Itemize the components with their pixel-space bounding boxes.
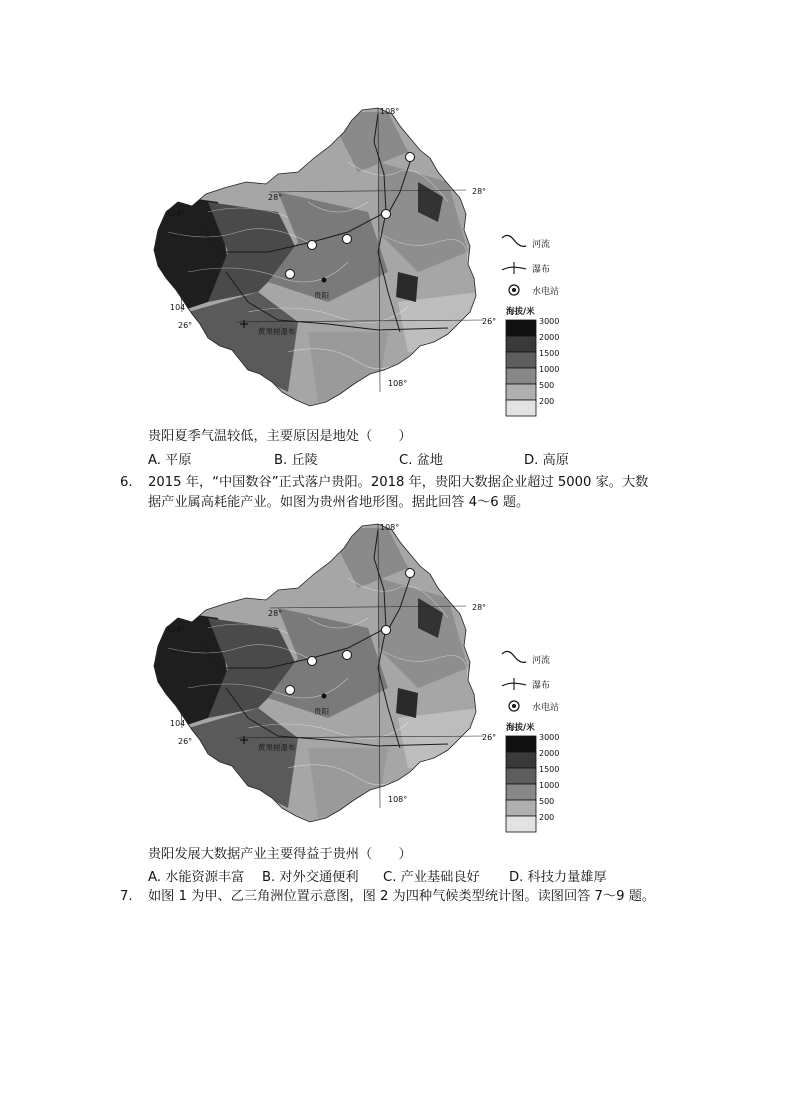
- elevation-tick-label: 1500: [539, 349, 560, 358]
- lat-28-left-label: 28°: [268, 609, 283, 618]
- station-legend-label: 水电站: [532, 703, 560, 713]
- lon-104-top-label: 104°: [166, 625, 186, 634]
- q5-option-d[interactable]: D. 高原: [524, 453, 569, 468]
- elevation-tick-label: 500: [539, 797, 555, 806]
- elevation-tick-label: 1500: [539, 765, 560, 774]
- q5-option-c[interactable]: C. 盆地: [399, 453, 443, 468]
- q6-intro-line2: 据产业属高耗能产业。如图为贵州省地形图。据此回答 4～6 题。: [148, 495, 530, 510]
- q6-stem: 贵阳发展大数据产业主要得益于贵州（ ）: [148, 847, 412, 862]
- guizhou-topographic-map-2: [148, 518, 568, 836]
- waterfall-legend-icon: [502, 262, 526, 274]
- q7-number: 7.: [120, 889, 133, 904]
- q6-intro-line1: 2015 年，“中国数谷”正式落户贵阳。2018 年，贵阳大数据企业超过 5000 家。大数: [148, 475, 649, 490]
- river-legend-icon: [502, 235, 526, 246]
- elevation-swatch: [506, 320, 536, 336]
- elevation-swatch: [506, 736, 536, 752]
- elevation-legend-title: 海拔/米: [506, 723, 535, 733]
- river-legend-label: 河流: [532, 656, 551, 666]
- q6-option-d[interactable]: D. 科技力量雄厚: [509, 870, 607, 885]
- river-legend-icon: [502, 651, 526, 662]
- huangguoshu-label: 黄果树瀑布: [258, 327, 296, 336]
- guiyang-marker: [322, 278, 327, 283]
- q7-intro: 如图 1 为甲、乙三角洲位置示意图，图 2 为四种气候类型统计图。读图回答 7～9 题。: [148, 889, 656, 904]
- elevation-tick-label: 3000: [539, 733, 560, 742]
- elevation-tick-label: 1000: [539, 781, 560, 790]
- guiyang-label: 贵阳: [314, 291, 329, 300]
- river-legend-label: 河流: [532, 240, 551, 250]
- elevation-tick-label: 2000: [539, 749, 560, 758]
- station-legend-label: 水电站: [532, 287, 560, 297]
- elevation-tick-label: 1000: [539, 365, 560, 374]
- elevation-scale: [506, 733, 559, 832]
- q6-option-a[interactable]: A. 水能资源丰富: [148, 870, 245, 885]
- lon-108-bottom-label: 108°: [388, 795, 408, 804]
- q6-option-c[interactable]: C. 产业基础良好: [383, 870, 480, 885]
- elevation-tick-label: 200: [539, 813, 555, 822]
- waterfall-legend-label: 瀑布: [532, 265, 551, 275]
- elevation-swatch: [506, 368, 536, 384]
- lat-26-right-label: 26°: [482, 733, 497, 742]
- huangguoshu-label: 黄果树瀑布: [258, 743, 296, 752]
- elevation-scale: [506, 317, 559, 416]
- elevation-swatch: [506, 768, 536, 784]
- station-legend-icon: [509, 285, 519, 295]
- elevation-tick-label: 500: [539, 381, 555, 390]
- lat-28-right-label: 28°: [472, 603, 487, 612]
- elevation-swatch: [506, 816, 536, 832]
- lon-108-top-label: 108°: [380, 523, 400, 532]
- elevation-legend-title: 海拔/米: [506, 307, 535, 317]
- lat-26-right-label: 26°: [482, 317, 497, 326]
- lat-26-left-label: 26°: [178, 321, 193, 330]
- lon-104-top-label: 104°: [166, 209, 186, 218]
- guiyang-label: 贵阳: [314, 707, 329, 716]
- q5-option-b[interactable]: B. 丘陵: [274, 453, 318, 468]
- elevation-tick-label: 200: [539, 397, 555, 406]
- q6-number: 6.: [120, 475, 133, 490]
- station-legend-icon: [509, 701, 519, 711]
- lon-108-bottom-label: 108°: [388, 379, 408, 388]
- elevation-swatch: [506, 784, 536, 800]
- lon-104-bottom-label: 104°: [170, 303, 190, 312]
- elevation-swatch: [506, 400, 536, 416]
- map-legend: [502, 651, 559, 832]
- waterfall-legend-label: 瀑布: [532, 681, 551, 691]
- elevation-swatch: [506, 352, 536, 368]
- map-legend: [502, 235, 559, 416]
- elevation-swatch: [506, 752, 536, 768]
- elevation-swatch: [506, 384, 536, 400]
- elevation-swatch: [506, 800, 536, 816]
- q5-stem: 贵阳夏季气温较低，主要原因是地处（ ）: [148, 429, 412, 444]
- lat-26-left-label: 26°: [178, 737, 193, 746]
- guizhou-topographic-map: [148, 102, 568, 420]
- q5-option-a[interactable]: A. 平原: [148, 453, 192, 468]
- waterfall-legend-icon: [502, 678, 526, 690]
- elevation-swatch: [506, 336, 536, 352]
- guiyang-marker: [322, 694, 327, 699]
- lat-28-left-label: 28°: [268, 193, 283, 202]
- lon-108-top-label: 108°: [380, 107, 400, 116]
- lat-28-right-label: 28°: [472, 187, 487, 196]
- lon-104-bottom-label: 104°: [170, 719, 190, 728]
- q6-option-b[interactable]: B. 对外交通便利: [262, 870, 359, 885]
- elevation-tick-label: 3000: [539, 317, 560, 326]
- elevation-tick-label: 2000: [539, 333, 560, 342]
